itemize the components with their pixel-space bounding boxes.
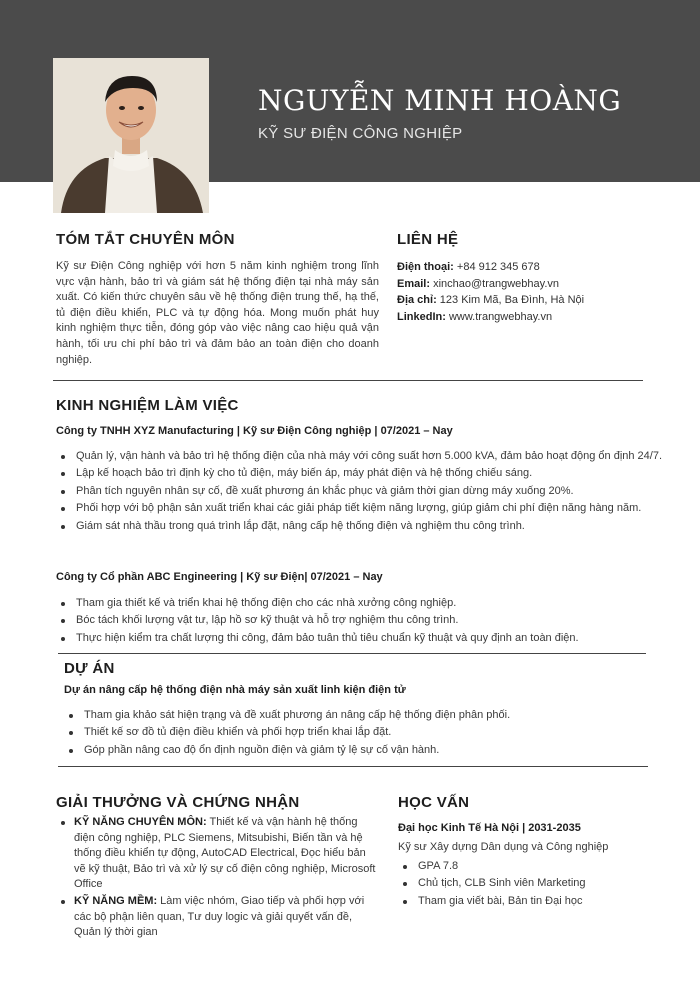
project-title: Dự án nâng cấp hệ thống điện nhà máy sản xuất linh kiện điện tử: [64, 684, 406, 696]
list-item: Phân tích nguyên nhân sự cố, đề xuất phương án khắc phục và giảm thời gian dừng máy xuống 20%.: [58, 484, 666, 500]
projects-heading: DỰ ÁN: [64, 660, 115, 677]
portrait-image: [53, 58, 209, 213]
section-divider: [58, 653, 646, 654]
list-item: Tham gia khảo sát hiện trạng và đề xuất phương án nâng cấp hệ thống điện phân phối.: [66, 708, 666, 724]
contact-address: [397, 292, 584, 309]
summary-heading: TÓM TẮT CHUYÊN MÔN: [56, 231, 235, 248]
skill-text: Làm việc nhóm, Giao tiếp và phối hợp với các bộ phận liên quan, Tư duy logic và giải quyết vấn đề, Quản lý thời gian: [74, 894, 365, 939]
list-item: Phối hợp với bộ phận sản xuất triển khai các giải pháp tiết kiệm năng lượng, giúp giảm chi phí điện năng hàng năm.: [58, 501, 666, 517]
job-bullets: [58, 596, 666, 648]
job-title: Công ty Cổ phần ABC Engineering | Kỹ sư Điện| 07/2021 – Nay: [56, 571, 383, 583]
list-item: [58, 894, 378, 941]
candidate-name: NGUYỄN MINH HOÀNG: [258, 84, 622, 117]
summary-text: Kỹ sư Điện Công nghiệp với hơn 5 năm kinh nghiệm trong lĩnh vực vận hành, bảo trì và giám sát hệ thống điện tại nhà máy sản xuất. Có kiến thức chuyên sâu về hệ thống điện trung thế, hạ thế, tủ điện điều khiển, PLC và tự động hóa. Mong muốn phát huy kinh nghiệm thực tiễn, đóng góp vào việc nâng cao hiệu quả vận hành, tối ưu chi phí bảo trì và đảm bảo an toàn điện cho doanh nghiệp.: [56, 260, 379, 366]
contact-label: LinkedIn:: [397, 310, 446, 323]
list-item: Giám sát nhà thầu trong quá trình lắp đặt, nâng cấp hệ thống điện và nghiệm thu công trình.: [58, 519, 666, 535]
section-divider: [58, 766, 648, 767]
section-divider: [53, 380, 643, 381]
contact-linkedin: [397, 309, 584, 326]
job-bullets: [58, 449, 666, 536]
project-bullets: [66, 708, 666, 760]
contact-list: [397, 259, 584, 325]
contact-label: Điện thoại:: [397, 261, 454, 273]
candidate-title: KỸ SƯ ĐIỆN CÔNG NGHIỆP: [258, 125, 463, 142]
list-item: Bóc tách khối lượng vật tư, lập hồ sơ kỹ thuật và hỗ trợ nghiệm thu công trình.: [58, 613, 666, 629]
list-item: Góp phần nâng cao độ ổn định nguồn điện và giảm tỷ lệ sự cố vận hành.: [66, 743, 666, 759]
contact-value: +84 912 345 678: [453, 261, 540, 273]
contact-value: www.trangwebhay.vn: [445, 310, 553, 323]
profile-photo: [53, 58, 209, 213]
contact-heading: LIÊN HỆ: [397, 231, 459, 248]
contact-email: [397, 276, 584, 293]
education-bullets: [400, 859, 680, 911]
contact-label: Địa chỉ:: [397, 294, 437, 306]
list-item: Tham gia thiết kế và triển khai hệ thống điện cho các nhà xưởng công nghiệp.: [58, 596, 666, 612]
list-item: Lập kế hoạch bảo trì định kỳ cho tủ điện, máy biến áp, máy phát điện và hệ thống chiếu sáng.: [58, 466, 666, 482]
list-item: [58, 815, 378, 893]
skill-text: Thiết kế và vận hành hệ thống điện công nghiệp, PLC Siemens, Mitsubishi, Biến tần và hệ thống điều khiển tự động, AutoCAD Electrical, Đọc hiểu bản vẽ kỹ thuật, Bảo trì và xử lý sự cố điện công nghiệp, Microsoft Office: [74, 816, 376, 891]
list-item: Thực hiện kiểm tra chất lượng thi công, đảm bảo tuân thủ tiêu chuẩn kỹ thuật và quy định an toàn điện.: [58, 631, 666, 647]
job-title: Công ty TNHH XYZ Manufacturing | Kỹ sư Điện Công nghiệp | 07/2021 – Nay: [56, 425, 453, 437]
skill-label: KỸ NĂNG MỀM:: [74, 894, 158, 907]
contact-label: Email:: [397, 277, 431, 290]
list-item: Chủ tịch, CLB Sinh viên Marketing: [400, 876, 680, 892]
list-item: Thiết kế sơ đồ tủ điện điều khiển và phối hợp triển khai lắp đặt.: [66, 725, 666, 741]
skill-label: KỸ NĂNG CHUYÊN MÔN:: [74, 816, 207, 828]
awards-list: [58, 815, 378, 942]
list-item: GPA 7.8: [400, 859, 680, 875]
school-name: Đại học Kinh Tế Hà Nội | 2031-2035: [398, 822, 581, 834]
contact-value: 123 Kim Mã, Ba Đình, Hà Nội: [436, 294, 585, 306]
education-heading: HỌC VẤN: [398, 794, 470, 811]
contact-value: xinchao@trangwebhay.vn: [430, 277, 559, 290]
degree-name: Kỹ sư Xây dựng Dân dụng và Công nghiệp: [398, 841, 609, 853]
contact-phone: [397, 259, 584, 276]
list-item: Quản lý, vận hành và bảo trì hệ thống điện của nhà máy với công suất hơn 5.000 kVA, đảm bảo hoạt động ổn định 24/7.: [58, 449, 666, 465]
list-item: Tham gia viết bài, Bản tin Đại học: [400, 894, 680, 910]
awards-heading: GIẢI THƯỞNG VÀ CHỨNG NHẬN: [56, 794, 300, 811]
experience-heading: KINH NGHIỆM LÀM VIỆC: [56, 397, 239, 414]
